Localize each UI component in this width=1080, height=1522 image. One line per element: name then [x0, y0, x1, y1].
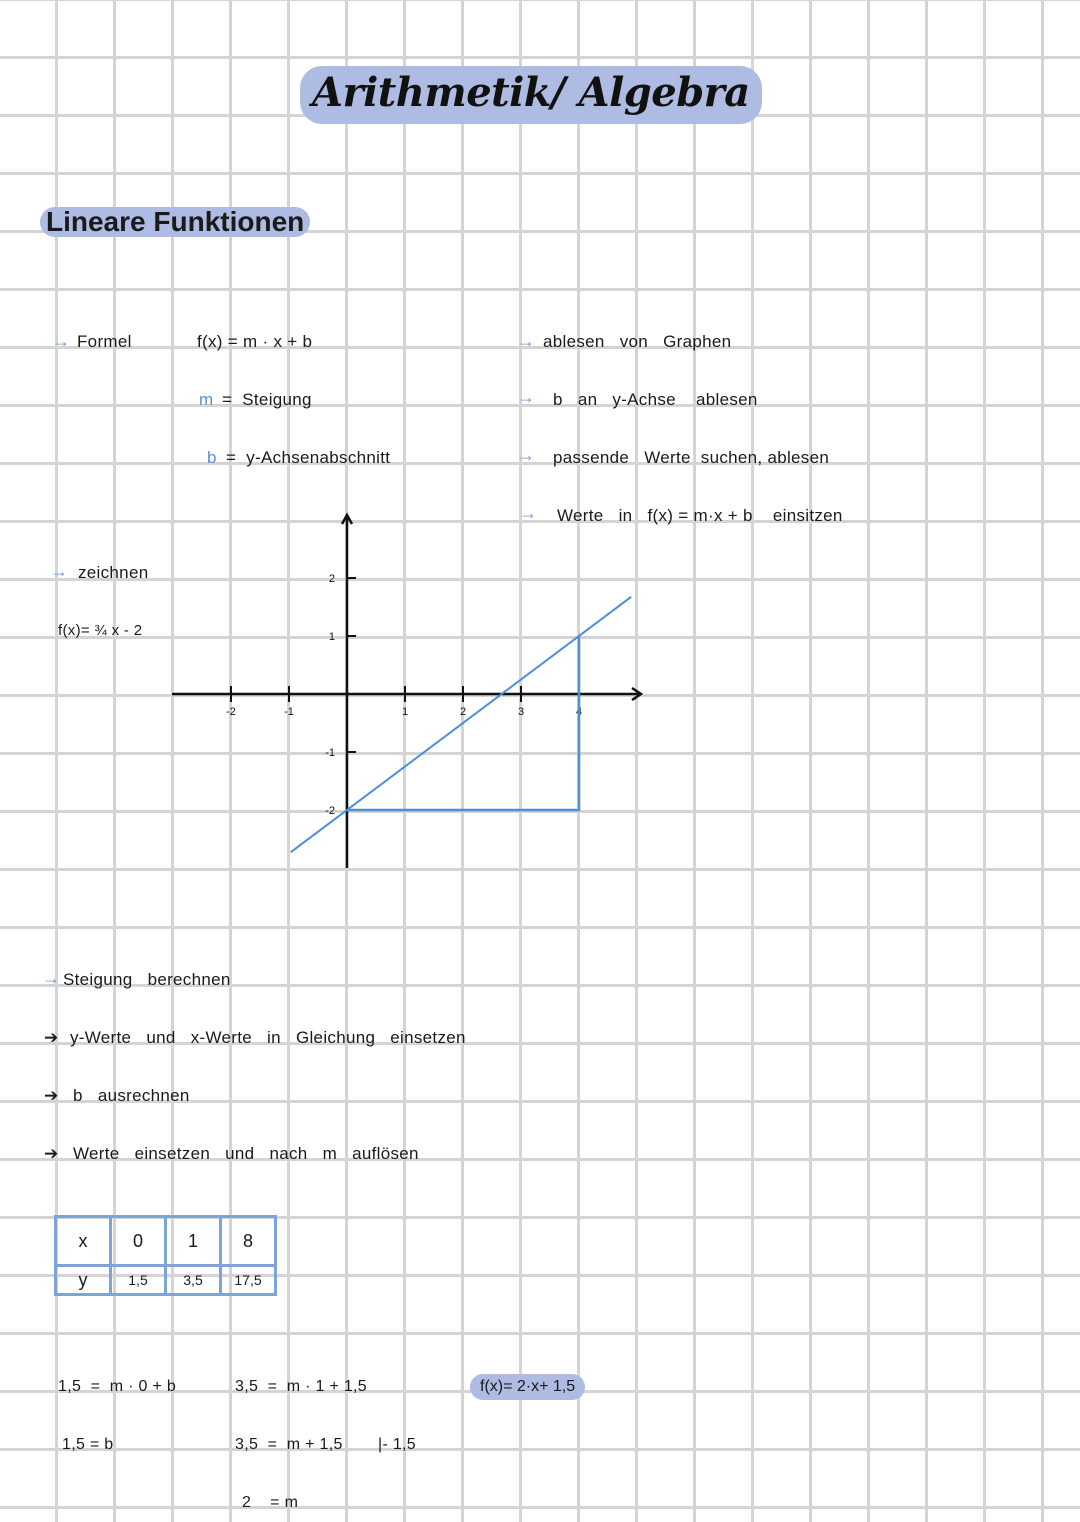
- bullet-arrow-icon: ➔: [44, 1144, 59, 1163]
- arrow-icon: →: [519, 503, 538, 523]
- arrow-icon: →: [517, 445, 536, 465]
- section-heading: Lineare Funktionen: [40, 207, 310, 237]
- arrow-icon: →: [52, 331, 71, 351]
- zeichnen-function: f(x)= ¾ x - 2: [58, 622, 143, 639]
- table-cell: 1,5: [111, 1266, 166, 1295]
- bullet-arrow-icon: ➔: [44, 1086, 59, 1105]
- page-title: Arithmetik/ Algebra: [300, 66, 762, 124]
- x-tick-label: 3: [517, 706, 525, 718]
- ablesen-item: b an y-Achse ablesen: [553, 390, 758, 409]
- equation: 2 = m: [242, 1494, 299, 1511]
- m-definition: = Steigung: [222, 390, 312, 409]
- value-table: [54, 1215, 277, 1296]
- b-symbol: b: [207, 448, 217, 467]
- table-cell: 0: [111, 1217, 166, 1266]
- equation: 1,5 = b: [62, 1436, 114, 1453]
- ablesen-item: passende Werte suchen, ablesen: [553, 448, 830, 467]
- equation: 1,5 = m · 0 + b: [58, 1378, 177, 1395]
- m-symbol: m: [199, 390, 214, 409]
- b-definition: = y-Achsenabschnitt: [226, 448, 391, 467]
- table-row-x: [56, 1217, 276, 1266]
- bullet-arrow-icon: ➔: [44, 1028, 59, 1047]
- x-tick-label: -1: [284, 706, 294, 718]
- x-tick-label: -2: [226, 706, 236, 718]
- arrow-icon: →: [50, 561, 69, 581]
- x-tick-label: 1: [401, 706, 409, 718]
- formula: f(x) = m · x + b: [197, 332, 313, 351]
- y-tick-label: -1: [325, 747, 335, 759]
- arrow-icon: →: [517, 331, 536, 351]
- table-cell: 1: [166, 1217, 221, 1266]
- zeichnen-label: zeichnen: [78, 563, 149, 582]
- table-row-y: [56, 1266, 276, 1295]
- arrow-icon: →: [42, 968, 61, 988]
- ablesen-item: ablesen von Graphen: [543, 332, 732, 351]
- y-tick-label: -2: [325, 805, 335, 817]
- formel-label: Formel: [77, 332, 132, 351]
- equation: 3,5 = m · 1 + 1,5: [235, 1378, 367, 1395]
- x-tick-label: 4: [575, 706, 583, 718]
- y-tick-label: 1: [328, 631, 335, 643]
- equation-operation: |- 1,5: [378, 1436, 416, 1453]
- arrow-icon: →: [517, 387, 536, 407]
- step-item: Werte einsetzen und nach m auflösen: [73, 1144, 419, 1163]
- ablesen-item: Werte in f(x) = m·x + b einsitzen: [557, 506, 843, 525]
- table-cell: y: [56, 1266, 111, 1295]
- equation: 3,5 = m + 1,5: [235, 1436, 343, 1453]
- x-tick-label: 2: [459, 706, 467, 718]
- table-cell: 17,5: [221, 1266, 276, 1295]
- step-item: y-Werte und x-Werte in Gleichung einsetzen: [70, 1028, 466, 1047]
- steigung-label: Steigung berechnen: [63, 970, 231, 989]
- result-highlight: f(x)= 2·x+ 1,5: [470, 1374, 585, 1400]
- table-cell: 8: [221, 1217, 276, 1266]
- table-cell: x: [56, 1217, 111, 1266]
- y-tick-label: 2: [328, 573, 335, 585]
- step-item: b ausrechnen: [73, 1086, 190, 1105]
- table-cell: 3,5: [166, 1266, 221, 1295]
